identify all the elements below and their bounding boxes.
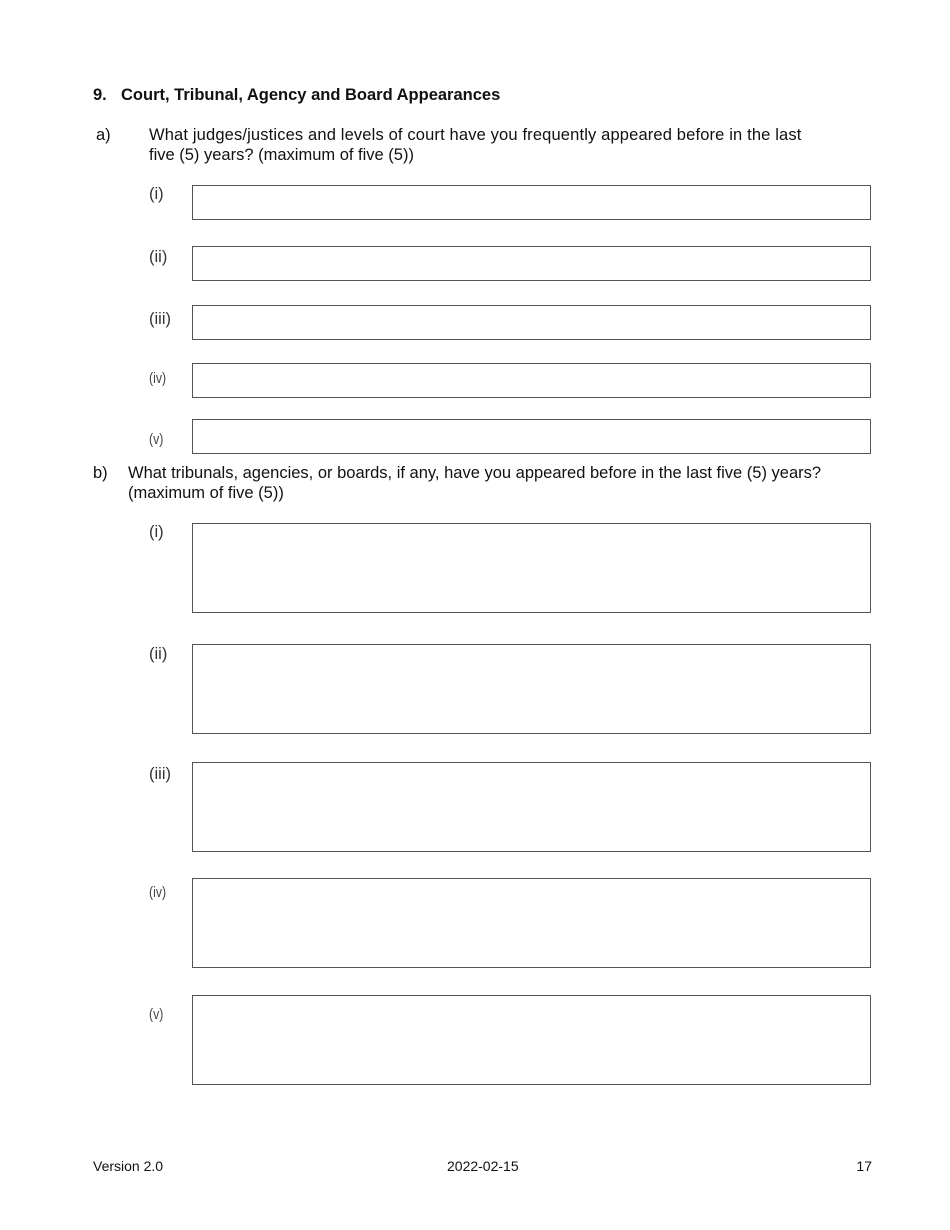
question-a-field-4[interactable] [192,363,871,398]
question-b-field-5[interactable] [192,995,871,1085]
question-b-item-label-4: (iv) [149,884,167,901]
question-a-text-line2: five (5) years? (maximum of five (5)) [149,146,414,164]
question-b-field-3[interactable] [192,762,871,852]
question-b-field-1[interactable] [192,523,871,613]
question-a-field-5[interactable] [192,419,871,454]
question-b-text-line2: (maximum of five (5)) [128,484,284,502]
question-a-field-3[interactable] [192,305,871,340]
question-a-item-label-1: (i) [149,185,164,203]
footer-date: 2022-02-15 [447,1158,519,1174]
question-a-field-2[interactable] [192,246,871,281]
footer-page-number: 17 [856,1158,872,1174]
question-a-item-label-2: (ii) [149,248,168,266]
question-b-item-label-2: (ii) [149,645,168,663]
footer-version: Version 2.0 [93,1158,164,1174]
question-b-field-2[interactable] [192,644,871,734]
question-b-item-label-1: (i) [149,523,164,541]
question-a-item-label-3: (iii) [149,310,171,328]
question-a-text-line1: What judges/justices and levels of court have you frequently appeared before in the last [149,126,802,144]
question-a-item-label-4: (iv) [149,370,167,387]
section-title: Court, Tribunal, Agency and Board Appearances [121,86,501,104]
question-a-field-1[interactable] [192,185,871,220]
question-b-field-4[interactable] [192,878,871,968]
section-heading [93,86,500,105]
section-number: 9. [93,86,107,104]
question-b-marker: b) [93,464,108,482]
question-b-item-label-3: (iii) [149,765,171,783]
question-b-text-line1: What tribunals, agencies, or boards, if any, have you appeared before in the last five (5) years? [128,464,822,482]
question-a-item-label-5: (v) [149,431,164,448]
question-b-item-label-5: (v) [149,1006,164,1023]
question-a-marker: a) [96,126,111,144]
